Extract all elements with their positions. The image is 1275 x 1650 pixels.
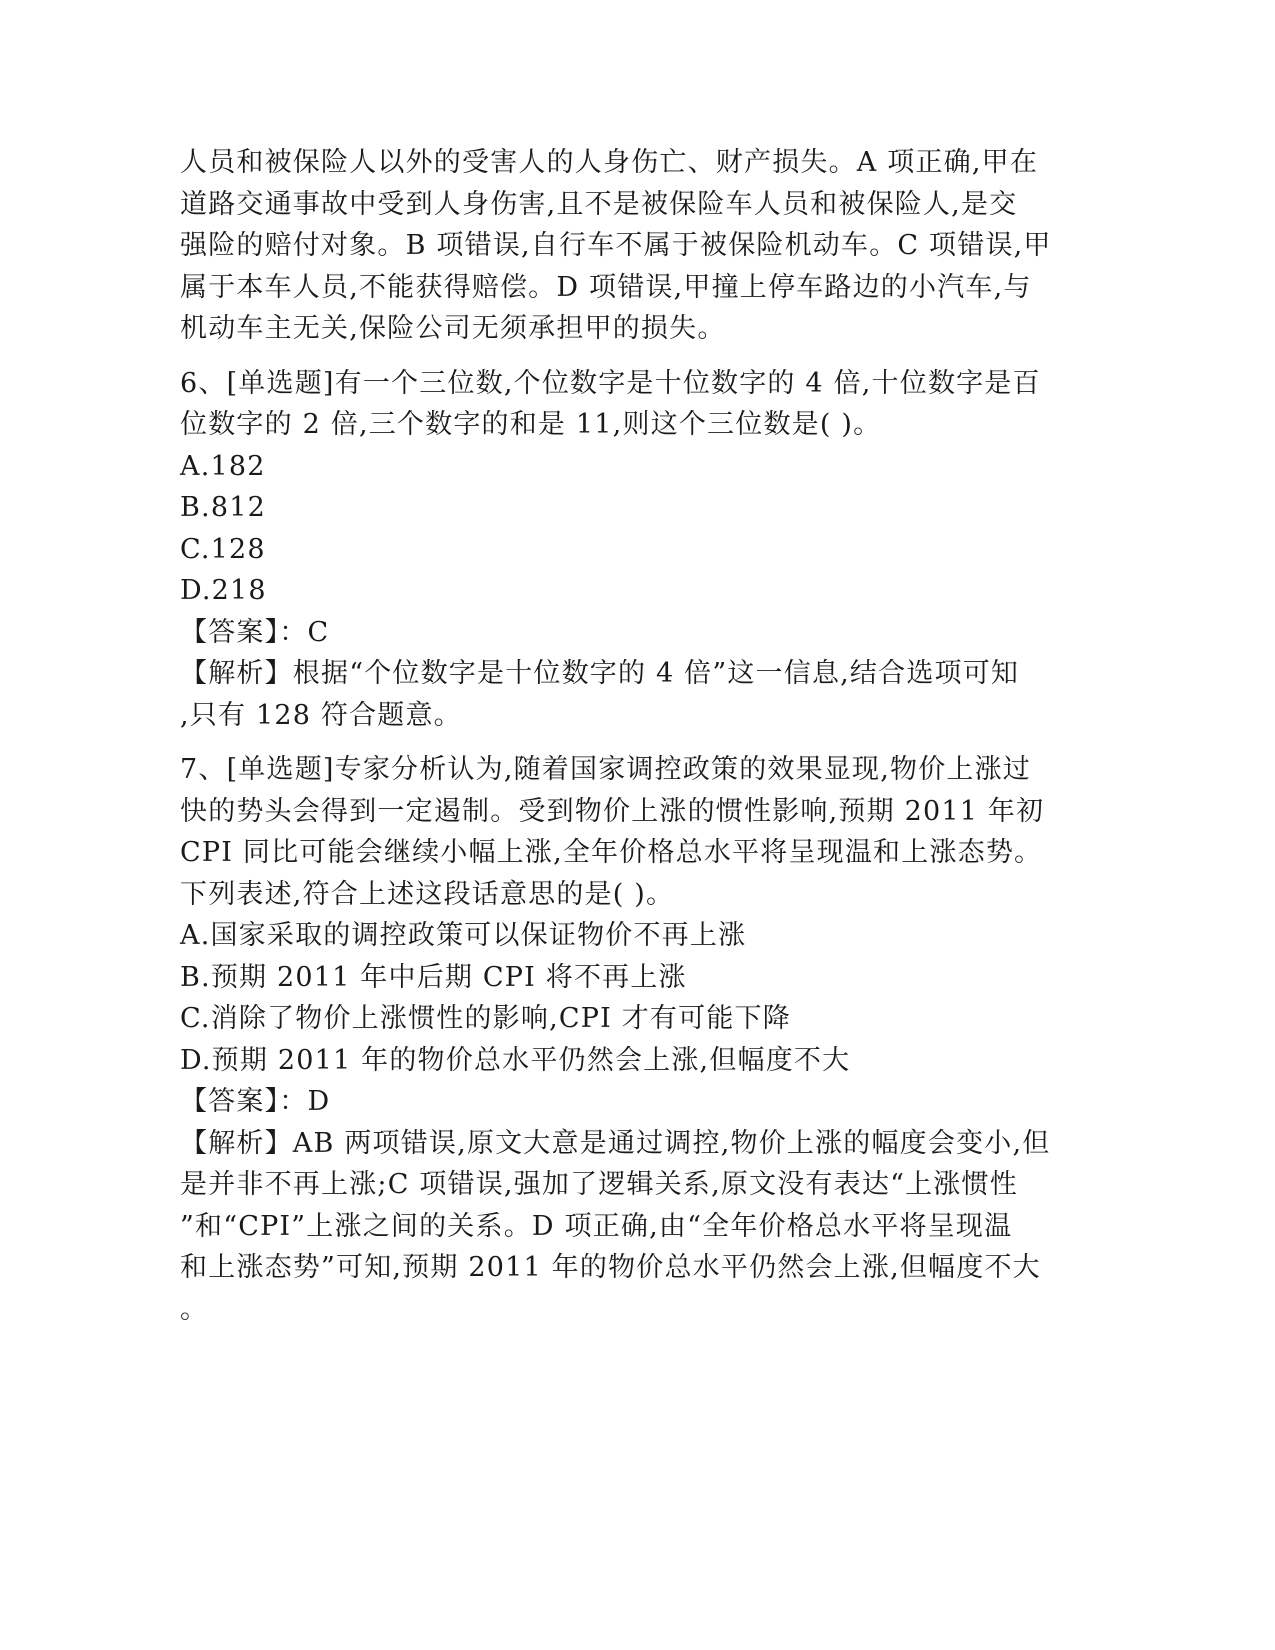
question-7 [180, 749, 1080, 1330]
analysis-line: 是并非不再上涨;C 项错误,强加了逻辑关系,原文没有表达“上涨惯性 [180, 1169, 1018, 1200]
option-a: A.182 [180, 450, 266, 482]
analysis-line: 。 [180, 1293, 209, 1325]
analysis-line: 和上涨态势”可知,预期 2011 年的物价总水平仍然会上涨,但幅度不大 [180, 1252, 1041, 1283]
option-b: B.预期 2011 年中后期 CPI 将不再上涨 [180, 961, 687, 993]
question-stem-line: 位数字的 2 倍,三个数字的和是 11,则这个三位数是( )。 [180, 409, 882, 440]
previous-analysis-continuation [180, 142, 1080, 350]
question-stem-line: CPI 同比可能会继续小幅上涨,全年价格总水平将呈现温和上涨态势。 [180, 837, 1043, 868]
question-stem-line: 6、[单选题]有一个三位数,个位数字是十位数字的 4 倍,十位数字是百 [180, 367, 1041, 399]
answer-line: 【答案】：D [180, 1086, 331, 1117]
text-line: 强险的赔付对象。B 项错误,自行车不属于被保险机动车。C 项错误,甲 [180, 230, 1052, 261]
question-stem-line: 下列表述,符合上述这段话意思的是( )。 [180, 878, 675, 910]
text-line: 人员和被保险人以外的受害人的人身伤亡、财产损失。A 项正确,甲在 [180, 147, 1039, 178]
text-line: 机动车主无关,保险公司无须承担甲的损失。 [180, 313, 726, 344]
question-6 [180, 363, 1080, 737]
analysis-line: ”和“CPI”上涨之间的关系。D 项正确,由“全年价格总水平将呈现温 [180, 1210, 1013, 1242]
analysis-line: 【解析】根据“个位数字是十位数字的 4 倍”这一信息,结合选项可知 [180, 658, 1020, 689]
analysis-line: 【解析】AB 两项错误,原文大意是通过调控,物价上涨的幅度会变小,但 [180, 1127, 1051, 1159]
option-a: A.国家采取的调控政策可以保证物价不再上涨 [180, 920, 747, 951]
answer-line: 【答案】：C [180, 616, 330, 648]
paragraph-gap [180, 350, 1080, 363]
option-d: D.218 [180, 575, 267, 606]
question-stem-line: 快的势头会得到一定遏制。受到物价上涨的惯性影响,预期 2011 年初 [180, 795, 1045, 827]
question-stem-line: 7、[单选题]专家分析认为,随着国家调控政策的效果显现,物价上涨过 [180, 754, 1032, 785]
option-c: C.128 [180, 533, 266, 565]
text-line: 道路交通事故中受到人身伤害,且不是被保险车人员和被保险人,是交 [180, 188, 1018, 220]
paragraph-gap [180, 736, 1080, 749]
document-page [180, 142, 1080, 1330]
analysis-line: ,只有 128 符合题意。 [180, 699, 462, 731]
option-d: D.预期 2011 年的物价总水平仍然会上涨,但幅度不大 [180, 1044, 851, 1076]
option-c: C.消除了物价上涨惯性的影响,CPI 才有可能下降 [180, 1003, 791, 1034]
option-b: B.812 [180, 492, 266, 523]
text-line: 属于本车人员,不能获得赔偿。D 项错误,甲撞上停车路边的小汽车,与 [180, 271, 1032, 303]
